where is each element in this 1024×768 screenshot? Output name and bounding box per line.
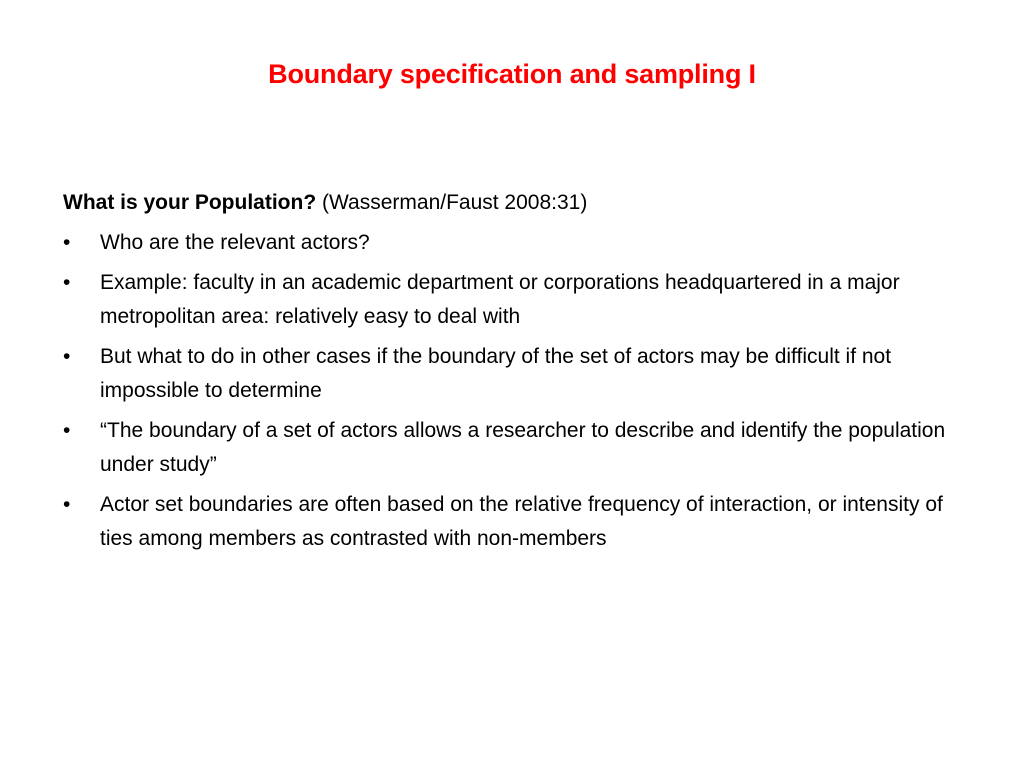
- list-item: [63, 414, 963, 482]
- heading-citation: (Wasserman/Faust 2008:31): [316, 191, 588, 214]
- bullet-icon: •: [63, 271, 71, 294]
- bullet-icon: •: [63, 345, 71, 368]
- population-heading: [63, 186, 963, 220]
- list-item: [63, 340, 963, 408]
- slide-body: [63, 186, 963, 562]
- bullet-text: “The boundary of a set of actors allows a researcher to describe and identify the population under study”: [100, 419, 946, 476]
- bullet-icon: •: [63, 419, 71, 442]
- bullet-icon: •: [63, 493, 71, 516]
- bullet-text: Who are the relevant actors?: [100, 231, 370, 254]
- bullet-text: Actor set boundaries are often based on the relative frequency of interaction, or intensity of ties among members as contrasted with non-members: [100, 493, 943, 550]
- heading-question: What is your Population?: [63, 191, 317, 214]
- list-item: [63, 266, 963, 334]
- list-item: [63, 226, 963, 260]
- bullet-text: Example: faculty in an academic department or corporations headquartered in a major metropolitan area: relatively easy to deal with: [100, 271, 900, 328]
- bullet-list: [63, 226, 963, 556]
- list-item: [63, 488, 963, 556]
- slide-title: Boundary specification and sampling I: [268, 59, 756, 89]
- bullet-icon: •: [63, 231, 71, 254]
- bullet-text: But what to do in other cases if the boundary of the set of actors may be difficult if not impossible to determine: [100, 345, 892, 402]
